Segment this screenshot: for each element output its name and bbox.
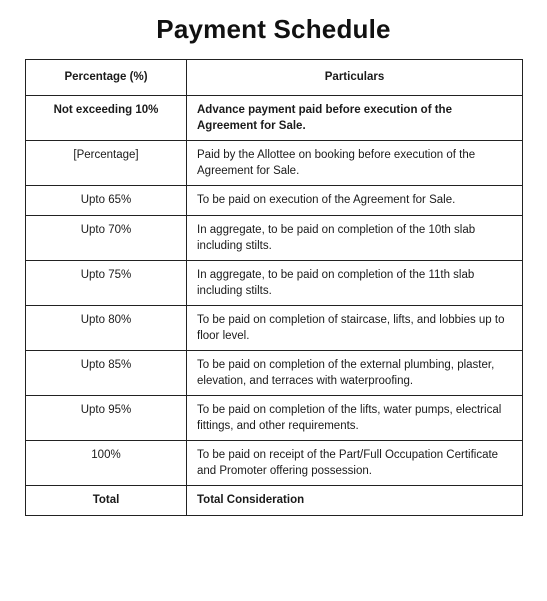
percentage-cell: Upto 95%: [26, 396, 187, 441]
percentage-cell: Upto 75%: [26, 261, 187, 306]
particulars-cell: To be paid on receipt of the Part/Full Occupation Certificate and Promoter offering possession.: [187, 441, 523, 486]
payment-schedule-table: [25, 59, 523, 516]
percentage-cell: Upto 80%: [26, 306, 187, 351]
total-particulars-cell: Total Consideration: [187, 486, 523, 516]
table-row: [26, 216, 523, 261]
percentage-cell: 100%: [26, 441, 187, 486]
table-row: [26, 351, 523, 396]
percentage-cell: Not exceeding 10%: [26, 96, 187, 141]
percentage-cell: [Percentage]: [26, 141, 187, 186]
page-title: Payment Schedule: [156, 14, 391, 44]
header-particulars: Particulars: [187, 60, 523, 96]
table-row: [26, 396, 523, 441]
particulars-cell: In aggregate, to be paid on completion of the 11th slab including stilts.: [187, 261, 523, 306]
table-row: [26, 141, 523, 186]
table-row: [26, 186, 523, 216]
particulars-cell: In aggregate, to be paid on completion of the 10th slab including stilts.: [187, 216, 523, 261]
table-row: [26, 441, 523, 486]
table-row: [26, 96, 523, 141]
particulars-cell: To be paid on completion of the lifts, water pumps, electrical fittings, and other requirements.: [187, 396, 523, 441]
header-percentage: Percentage (%): [26, 60, 187, 96]
table-row: [26, 261, 523, 306]
percentage-cell: Upto 65%: [26, 186, 187, 216]
particulars-cell: Paid by the Allottee on booking before execution of the Agreement for Sale.: [187, 141, 523, 186]
particulars-cell: Advance payment paid before execution of the Agreement for Sale.: [187, 96, 523, 141]
total-percentage-cell: Total: [26, 486, 187, 516]
table-header-row: [26, 60, 523, 96]
particulars-cell: To be paid on completion of staircase, lifts, and lobbies up to floor level.: [187, 306, 523, 351]
particulars-cell: To be paid on completion of the external plumbing, plaster, elevation, and terraces with waterproofing.: [187, 351, 523, 396]
particulars-cell: To be paid on execution of the Agreement for Sale.: [187, 186, 523, 216]
total-row: [26, 486, 523, 516]
percentage-cell: Upto 85%: [26, 351, 187, 396]
table-row: [26, 306, 523, 351]
percentage-cell: Upto 70%: [26, 216, 187, 261]
